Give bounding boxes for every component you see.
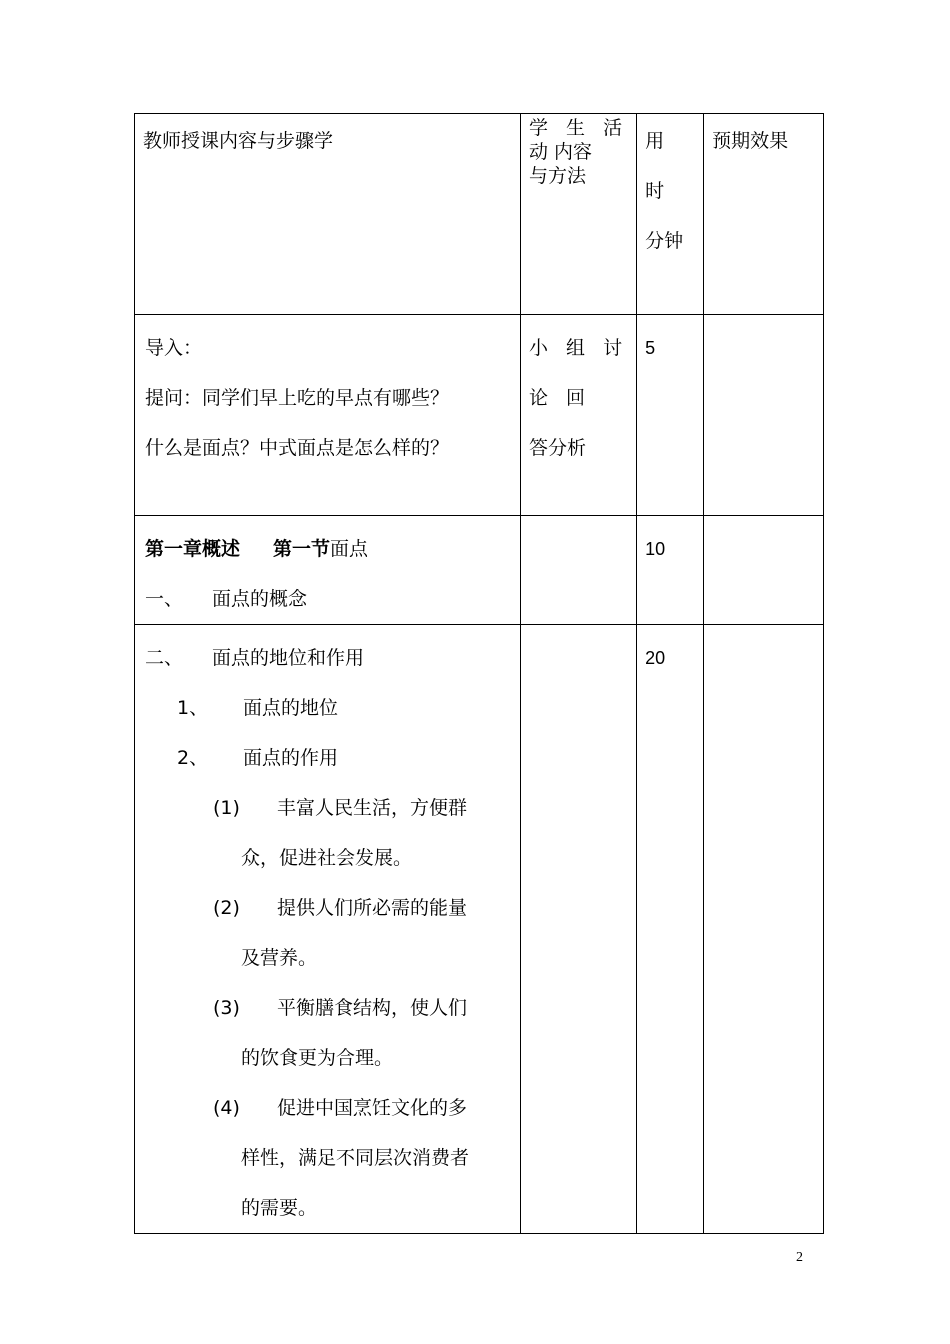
sub-item-text: 面点的作用	[243, 747, 339, 769]
table-row-chapter	[135, 516, 824, 625]
table-header-row	[135, 114, 824, 315]
chapter-effect-cell	[704, 516, 824, 625]
page-number: 2	[796, 1250, 803, 1265]
point-text: 促进中国烹饪文化的多	[277, 1097, 468, 1119]
chapter-heading	[145, 524, 514, 574]
section-title: 第一节	[273, 538, 331, 560]
intro-time-cell	[637, 315, 704, 516]
intro-student-cell	[521, 315, 637, 516]
outline-text: 面点的地位和作用	[212, 647, 365, 669]
point-item	[145, 883, 514, 933]
table-row-intro	[135, 315, 824, 516]
header-student-cell	[521, 114, 637, 315]
point-text-cont: 的饮食更为合理。	[241, 1047, 394, 1069]
chapter-time-cell	[637, 516, 704, 625]
point-text: 平衡膳食结构，使人们	[277, 997, 468, 1019]
header-time-line: 时	[645, 180, 665, 202]
sub-item	[145, 733, 514, 783]
point-item	[145, 1083, 514, 1133]
point-item	[145, 983, 514, 1033]
header-time-line: 分钟	[645, 230, 684, 252]
point-marker: (2)	[213, 897, 240, 919]
outline-item	[145, 633, 514, 683]
intro-line: 什么是面点？中式面点是怎么样的？	[145, 437, 450, 459]
outline-marker: 二、	[145, 647, 184, 669]
table-row-role	[135, 625, 824, 1234]
point-text-cont: 及营养。	[241, 947, 318, 969]
outline-marker: 一、	[145, 588, 184, 610]
header-teacher-cell	[135, 114, 521, 315]
chapter-content-cell	[135, 516, 521, 625]
point-text-cont: 的需要。	[241, 1197, 318, 1219]
point-item	[145, 783, 514, 833]
header-time-cell	[637, 114, 704, 315]
intro-line: 提问：同学们早上吃的早点有哪些？	[145, 387, 450, 409]
role-student-cell	[521, 625, 637, 1234]
section-name: 面点	[330, 538, 369, 560]
header-time-line: 用	[645, 130, 665, 152]
sub-item-marker: 1、	[177, 697, 209, 719]
header-teacher: 教师授课内容与步骤学	[143, 130, 334, 152]
chapter-student-cell	[521, 516, 637, 625]
header-effect: 预期效果	[712, 130, 789, 152]
intro-student-line: 论 回	[529, 387, 592, 409]
point-marker: (3)	[213, 997, 240, 1019]
intro-content-cell	[135, 315, 521, 516]
point-marker: (4)	[213, 1097, 240, 1119]
outline-text: 面点的概念	[212, 588, 308, 610]
role-time-cell	[637, 625, 704, 1234]
role-time: 20	[645, 648, 666, 668]
point-text: 丰富人民生活，方便群	[277, 797, 468, 819]
outline-item	[145, 574, 514, 624]
chapter-time: 10	[645, 539, 666, 559]
point-text: 提供人们所必需的能量	[277, 897, 468, 919]
role-content-cell	[135, 625, 521, 1234]
point-marker: (1)	[213, 797, 240, 819]
point-text-cont: 众，促进社会发展。	[241, 847, 413, 869]
point-text-cont: 样性，满足不同层次消费者	[241, 1147, 470, 1169]
intro-time: 5	[645, 338, 656, 358]
chapter-title: 第一章概述	[145, 538, 241, 560]
intro-effect-cell	[704, 315, 824, 516]
header-student-line: 与方法	[529, 165, 587, 187]
intro-student-line: 小 组 讨	[529, 337, 629, 359]
lesson-plan-table	[134, 113, 824, 1234]
header-student-line: 动 内容	[529, 141, 593, 163]
header-student-line: 学 生 活	[529, 117, 629, 139]
header-effect-cell	[704, 114, 824, 315]
sub-item-text: 面点的地位	[243, 697, 339, 719]
role-effect-cell	[704, 625, 824, 1234]
sub-item	[145, 683, 514, 733]
intro-line: 导入：	[145, 337, 203, 359]
intro-student-line: 答分析	[529, 437, 587, 459]
sub-item-marker: 2、	[177, 747, 209, 769]
